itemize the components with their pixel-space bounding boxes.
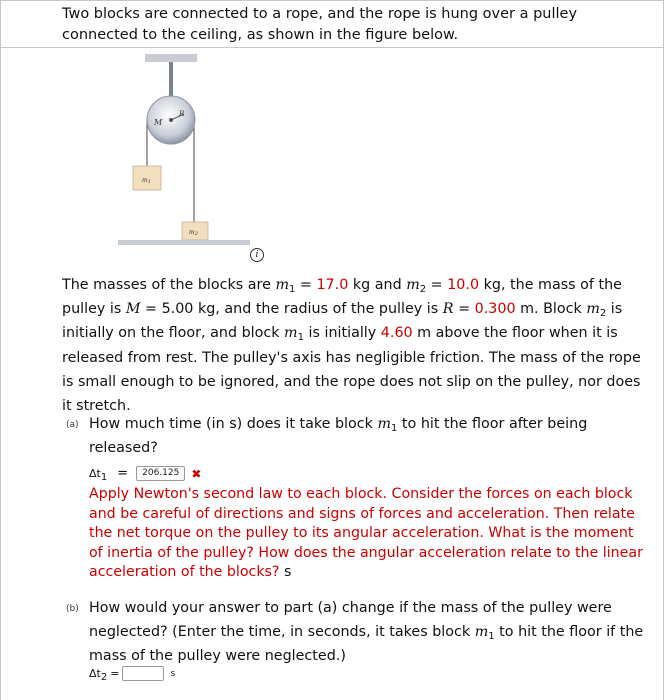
part-a-marker: (a) <box>66 420 79 430</box>
part-a-question: How much time (in s) does it take block $m_1$ to hit the floor after being released? <box>89 416 588 456</box>
block-m1-label: m <box>142 177 148 184</box>
part-b-answer-input[interactable] <box>122 666 164 681</box>
block-m2-subscript: 2 <box>194 231 198 237</box>
part-a-answer-label: Δt <box>89 467 101 480</box>
info-icon[interactable]: i <box>250 248 264 262</box>
pulley-figure <box>110 54 260 254</box>
part-a-unit: s <box>283 564 292 581</box>
height-value: 4.60 <box>380 325 413 342</box>
floor <box>118 240 250 245</box>
ceiling <box>145 54 197 62</box>
pulley-label-m: M <box>154 118 163 127</box>
part-a-answer-row: $\Delta t_1$ = 206.125 ✖ <box>89 466 202 483</box>
problem-statement: The masses of the blocks are $m_1 = 17.0$ kg and $m_2 = 10.0$ kg, the mass of the pulley is M = 5.00 kg, and the radius of the pulley is R = 0.300 m. Block $m_2$ is initially on the floor, and block $m_1$ is initially 4.60 m above the floor when it is released from rest. The pulley's axis has negligible friction. The mass of the rope is small enough to be ignored, and the rope does not slip on the pulley, nor does it stretch. <box>62 277 641 415</box>
part-a-feedback: Apply Newton's second law to each block. Consider the forces on each block and be careful of directions and signs of forces and acceleration. Then relate the net torque on the pulley to its angular acceleration. What is the moment of inertia of the pulley? How does the angular acceleration relate to the linear acceleration of the blocks? s <box>89 486 643 581</box>
incorrect-icon: ✖ <box>191 466 202 481</box>
m2-value: 10.0 <box>447 277 480 293</box>
part-b-marker: (b) <box>66 604 79 614</box>
intro-text: Two blocks are connected to a rope, and the rope is hung over a pulley connected to the ceiling, as shown in the figure below. <box>62 6 578 43</box>
block-m1-subscript: 1 <box>147 179 151 185</box>
svg-text:m2 <box>189 229 198 237</box>
pulley-label-r: R <box>179 110 185 118</box>
divider <box>1 47 663 48</box>
part-b-unit: s <box>170 668 176 679</box>
part-b-answer-row: $\Delta t_2$ = s <box>89 667 176 683</box>
part-b-question: How would your answer to part (a) change if the mass of the pulley were neglected? (Enter the time, in seconds, it takes block $m_1$ to hit the floor if the mass of the pulley were neglected.) <box>89 600 644 664</box>
block-m2-label: m <box>189 229 195 236</box>
m1-value: 17.0 <box>316 277 349 293</box>
part-b-answer-label: Δt <box>89 667 101 680</box>
svg-text:m1 <box>142 177 151 185</box>
part-a-answer-input[interactable]: 206.125 <box>136 466 185 481</box>
radius-value: 0.300 <box>474 301 516 318</box>
